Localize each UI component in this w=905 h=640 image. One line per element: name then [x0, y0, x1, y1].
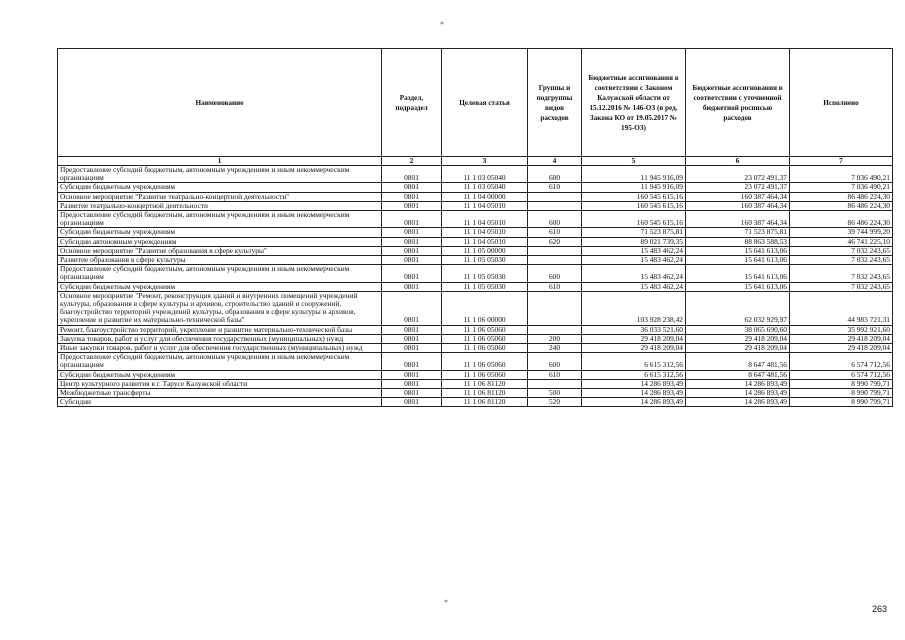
cell-name: Предоставление субсидий бюджетным, автономным учреждениям и иным некоммерческим организациям — [58, 353, 382, 370]
cell-revised-amount: 15 641 613,06 — [686, 256, 790, 265]
cell-section: 0801 — [382, 353, 442, 370]
cell-group: 610 — [528, 183, 582, 192]
cell-group — [528, 256, 582, 265]
cell-revised-amount: 15 641 613,06 — [686, 265, 790, 282]
cell-law-amount: 15 483 462,24 — [582, 282, 686, 291]
cell-target: 11 1 06 05060 — [442, 344, 528, 353]
column-number: 2 — [382, 157, 442, 166]
table-row — [58, 370, 893, 379]
cell-group: 520 — [528, 398, 582, 407]
cell-executed-amount: 6 574 712,56 — [790, 353, 893, 370]
cell-section: 0801 — [382, 246, 442, 255]
cell-name: Предоставление субсидий бюджетным, автономным учреждениям и иным некоммерческим организациям — [58, 211, 382, 228]
cell-target: 11 1 06 05060 — [442, 334, 528, 343]
cell-section: 0801 — [382, 256, 442, 265]
cell-section: 0801 — [382, 183, 442, 192]
cell-name: Основное мероприятие "Ремонт, реконструкция зданий и внутренних помещений учреждений культуры, образования в сфере культуры и архивов, строительство зданий и сооружений, благоустройство территорий учреждений культуры, образования в сфере культуры и архивов, укрепление и развитие их материально-технической базы" — [58, 291, 382, 325]
cell-group: 620 — [528, 237, 582, 246]
cell-name: Субсидии автономным учреждениям — [58, 237, 382, 246]
cell-revised-amount: 15 641 613,06 — [686, 282, 790, 291]
cell-target: 11 1 06 00000 — [442, 291, 528, 325]
cell-law-amount: 29 418 209,04 — [582, 344, 686, 353]
cell-law-amount: 6 615 312,56 — [582, 353, 686, 370]
cell-executed-amount: 6 574 712,56 — [790, 370, 893, 379]
cell-executed-amount: 7 032 243,65 — [790, 246, 893, 255]
cell-section: 0801 — [382, 389, 442, 398]
cell-revised-amount: 38 065 690,60 — [686, 325, 790, 334]
header-revised: Бюджетные ассигнования в соответствии с уточненной бюджетной росписью расходов — [686, 49, 790, 157]
cell-target: 11 1 06 05060 — [442, 325, 528, 334]
cell-name: Иные закупки товаров, работ и услуг для обеспечения государственных (муниципальных) нужд — [58, 344, 382, 353]
cell-name: Закупка товаров, работ и услуг для обеспечения государственных (муниципальных) нужд — [58, 334, 382, 343]
table-row — [58, 192, 893, 201]
header-group: Группы и подгруппы видов расходов — [528, 49, 582, 157]
table-row — [58, 265, 893, 282]
cell-law-amount: 89 021 739,35 — [582, 237, 686, 246]
cell-target: 11 1 05 00000 — [442, 246, 528, 255]
table-row — [58, 291, 893, 325]
header-row — [58, 49, 893, 157]
table-row — [58, 166, 893, 183]
cell-group: 600 — [528, 353, 582, 370]
cell-target: 11 1 05 05030 — [442, 282, 528, 291]
cell-revised-amount: 29 418 209,04 — [686, 344, 790, 353]
table-row — [58, 389, 893, 398]
cell-executed-amount: 86 486 224,30 — [790, 201, 893, 210]
cell-name: Субсидии — [58, 398, 382, 407]
table-row — [58, 228, 893, 237]
table-body — [58, 166, 893, 407]
cell-revised-amount: 14 286 893,49 — [686, 398, 790, 407]
cell-executed-amount: 8 990 799,71 — [790, 389, 893, 398]
cell-group: 600 — [528, 265, 582, 282]
cell-executed-amount: 29 418 209,04 — [790, 344, 893, 353]
cell-executed-amount: 7 032 243,65 — [790, 282, 893, 291]
cell-name: Основное мероприятие "Развитие театрально-концертной деятельности" — [58, 192, 382, 201]
scan-mark-bottom: * — [444, 598, 448, 607]
cell-name: Развитие театрально-концертной деятельности — [58, 201, 382, 210]
cell-target: 11 1 06 81120 — [442, 389, 528, 398]
table-row — [58, 211, 893, 228]
cell-name: Субсидии бюджетным учреждениям — [58, 282, 382, 291]
cell-target: 11 1 04 05010 — [442, 237, 528, 246]
cell-target: 11 1 03 05040 — [442, 166, 528, 183]
cell-law-amount: 160 545 615,16 — [582, 201, 686, 210]
cell-name: Субсидии бюджетным учреждениям — [58, 183, 382, 192]
table-row — [58, 246, 893, 255]
cell-law-amount: 11 945 916,09 — [582, 183, 686, 192]
cell-group: 610 — [528, 370, 582, 379]
cell-executed-amount: 8 990 799,71 — [790, 398, 893, 407]
table-row — [58, 353, 893, 370]
cell-executed-amount: 39 744 999,20 — [790, 228, 893, 237]
cell-group: 600 — [528, 166, 582, 183]
column-number: 5 — [582, 157, 686, 166]
cell-target: 11 1 06 81120 — [442, 398, 528, 407]
cell-section: 0801 — [382, 334, 442, 343]
header-section: Раздел, подраздел — [382, 49, 442, 157]
cell-section: 0801 — [382, 237, 442, 246]
cell-group: 610 — [528, 228, 582, 237]
cell-law-amount: 14 286 893,49 — [582, 398, 686, 407]
column-number-row — [58, 157, 893, 166]
cell-group: 500 — [528, 389, 582, 398]
cell-section: 0801 — [382, 282, 442, 291]
cell-group — [528, 379, 582, 388]
cell-section: 0801 — [382, 228, 442, 237]
column-number: 6 — [686, 157, 790, 166]
cell-target: 11 1 05 05030 — [442, 265, 528, 282]
cell-law-amount: 103 928 238,42 — [582, 291, 686, 325]
cell-name: Центр культурного развития в г. Тарусе Калужской области — [58, 379, 382, 388]
cell-revised-amount: 23 072 491,37 — [686, 166, 790, 183]
cell-law-amount: 14 286 893,49 — [582, 379, 686, 388]
column-number: 7 — [790, 157, 893, 166]
table-row — [58, 201, 893, 210]
cell-target: 11 1 04 05010 — [442, 211, 528, 228]
table-row — [58, 282, 893, 291]
table-row — [58, 344, 893, 353]
column-number: 4 — [528, 157, 582, 166]
cell-revised-amount: 14 286 893,49 — [686, 389, 790, 398]
cell-executed-amount: 7 032 243,65 — [790, 256, 893, 265]
cell-section: 0801 — [382, 166, 442, 183]
table-row — [58, 325, 893, 334]
cell-revised-amount: 8 647 481,56 — [686, 370, 790, 379]
cell-law-amount: 36 033 521,60 — [582, 325, 686, 334]
cell-executed-amount: 7 032 243,65 — [790, 265, 893, 282]
cell-name: Субсидии бюджетным учреждениям — [58, 228, 382, 237]
cell-name: Предоставление субсидий бюджетным, автономным учреждениям и иным некоммерческим организациям — [58, 166, 382, 183]
column-number: 3 — [442, 157, 528, 166]
cell-section: 0801 — [382, 265, 442, 282]
cell-section: 0801 — [382, 344, 442, 353]
cell-revised-amount: 29 418 209,04 — [686, 334, 790, 343]
budget-table — [57, 48, 893, 407]
table-row — [58, 237, 893, 246]
cell-section: 0801 — [382, 379, 442, 388]
table-row — [58, 183, 893, 192]
cell-law-amount: 160 545 615,16 — [582, 211, 686, 228]
cell-section: 0801 — [382, 211, 442, 228]
cell-name: Предоставление субсидий бюджетным, автономным учреждениям и иным некоммерческим организациям — [58, 265, 382, 282]
page-number: 263 — [871, 604, 887, 614]
table-row — [58, 334, 893, 343]
scan-mark-top: * — [440, 20, 444, 29]
cell-group: 610 — [528, 282, 582, 291]
cell-executed-amount: 86 486 224,30 — [790, 211, 893, 228]
cell-group: 240 — [528, 344, 582, 353]
header-executed: Исполнено — [790, 49, 893, 157]
cell-revised-amount: 160 387 464,34 — [686, 211, 790, 228]
cell-revised-amount: 160 387 464,34 — [686, 192, 790, 201]
cell-revised-amount: 14 286 893,49 — [686, 379, 790, 388]
cell-law-amount: 29 418 209,04 — [582, 334, 686, 343]
cell-group: 200 — [528, 334, 582, 343]
cell-law-amount: 14 286 893,49 — [582, 389, 686, 398]
cell-name: Развитие образования в сфере культуры — [58, 256, 382, 265]
column-number: 1 — [58, 157, 382, 166]
cell-revised-amount: 160 387 464,34 — [686, 201, 790, 210]
table-row — [58, 256, 893, 265]
cell-executed-amount: 8 990 799,71 — [790, 379, 893, 388]
cell-executed-amount: 7 036 490,21 — [790, 183, 893, 192]
cell-group: 600 — [528, 211, 582, 228]
cell-name: Основное мероприятие "Развитие образования в сфере культуры" — [58, 246, 382, 255]
cell-group — [528, 201, 582, 210]
cell-target: 11 1 04 00000 — [442, 192, 528, 201]
cell-group — [528, 325, 582, 334]
cell-name: Ремонт, благоустройство территорий, укрепление и развитие материально-технической базы — [58, 325, 382, 334]
header-target: Целевая статья — [442, 49, 528, 157]
cell-section: 0801 — [382, 370, 442, 379]
cell-revised-amount: 8 647 481,56 — [686, 353, 790, 370]
cell-section: 0801 — [382, 325, 442, 334]
table-row — [58, 398, 893, 407]
cell-executed-amount: 86 486 224,30 — [790, 192, 893, 201]
cell-section: 0801 — [382, 201, 442, 210]
cell-target: 11 1 04 05010 — [442, 201, 528, 210]
cell-target: 11 1 03 05040 — [442, 183, 528, 192]
cell-section: 0801 — [382, 291, 442, 325]
header-name: Наименование — [58, 49, 382, 157]
cell-group — [528, 246, 582, 255]
cell-law-amount: 15 483 462,24 — [582, 246, 686, 255]
cell-name: Межбюджетные трансферты — [58, 389, 382, 398]
cell-revised-amount: 62 032 929,97 — [686, 291, 790, 325]
cell-name: Субсидии бюджетным учреждениям — [58, 370, 382, 379]
cell-target: 11 1 06 81120 — [442, 379, 528, 388]
table-row — [58, 379, 893, 388]
cell-group — [528, 291, 582, 325]
cell-revised-amount: 23 072 491,37 — [686, 183, 790, 192]
cell-law-amount: 71 523 875,81 — [582, 228, 686, 237]
cell-law-amount: 6 615 312,56 — [582, 370, 686, 379]
cell-executed-amount: 35 992 921,60 — [790, 325, 893, 334]
cell-law-amount: 160 545 615,16 — [582, 192, 686, 201]
cell-executed-amount: 44 983 721,31 — [790, 291, 893, 325]
cell-revised-amount: 88 863 588,53 — [686, 237, 790, 246]
cell-target: 11 1 04 05010 — [442, 228, 528, 237]
cell-executed-amount: 29 418 209,04 — [790, 334, 893, 343]
cell-law-amount: 15 483 462,24 — [582, 265, 686, 282]
header-law: Бюджетные ассигнования в соответствии с Законом Калужской области от 15.12.2016 № 146-ОЗ (в ред. Закона КО от 19.05.2017 № 195-ОЗ) — [582, 49, 686, 157]
cell-target: 11 1 05 05030 — [442, 256, 528, 265]
cell-law-amount: 11 945 916,09 — [582, 166, 686, 183]
cell-law-amount: 15 483 462,24 — [582, 256, 686, 265]
cell-revised-amount: 71 523 875,81 — [686, 228, 790, 237]
cell-section: 0801 — [382, 192, 442, 201]
cell-revised-amount: 15 641 613,06 — [686, 246, 790, 255]
cell-section: 0801 — [382, 398, 442, 407]
cell-target: 11 1 06 05060 — [442, 353, 528, 370]
cell-target: 11 1 06 05060 — [442, 370, 528, 379]
cell-executed-amount: 46 741 225,10 — [790, 237, 893, 246]
cell-executed-amount: 7 036 490,21 — [790, 166, 893, 183]
cell-group — [528, 192, 582, 201]
